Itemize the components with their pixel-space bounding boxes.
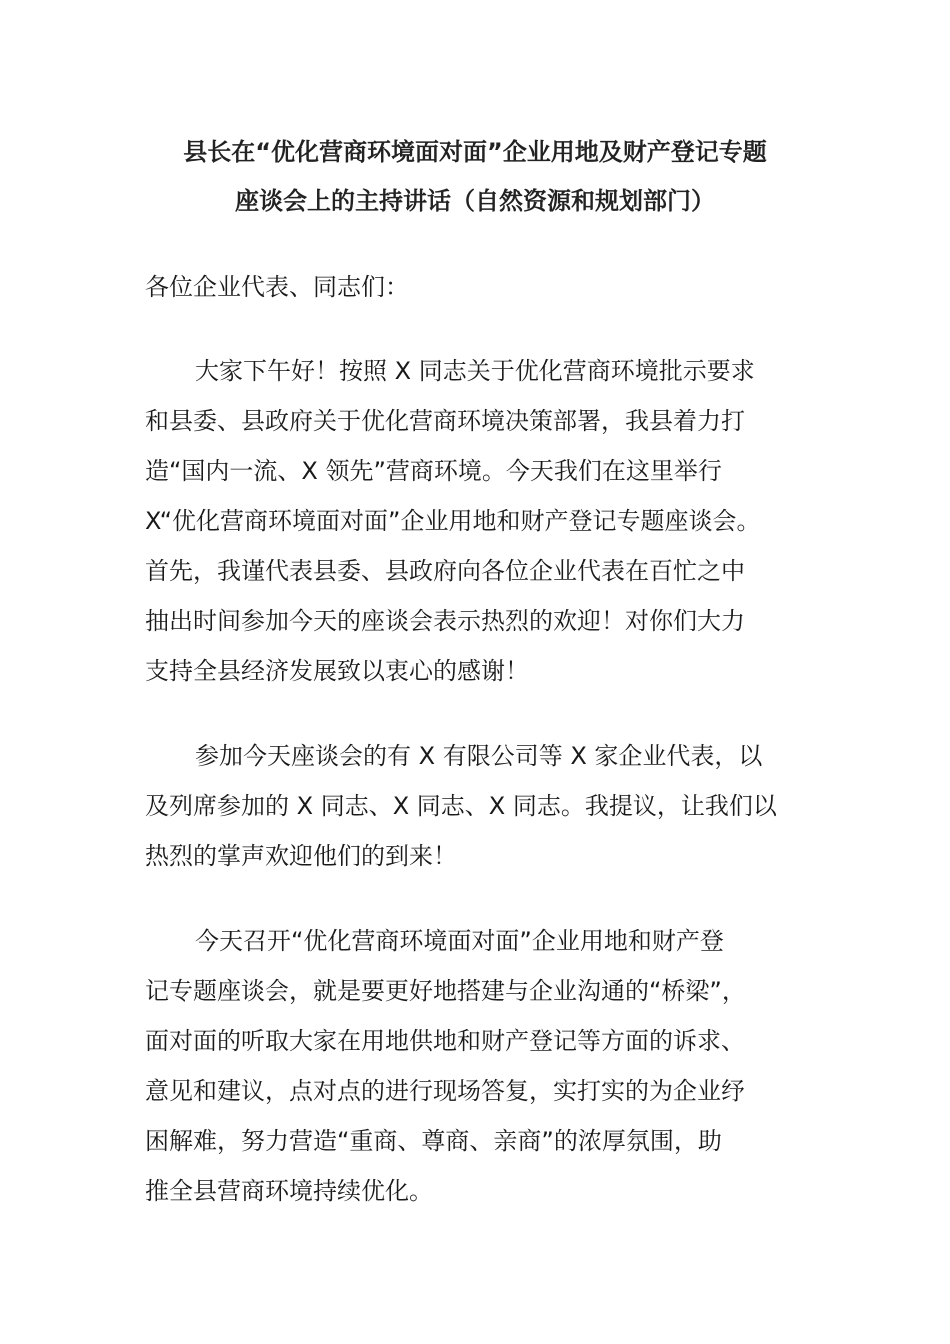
paragraph-line: 首先，我谨代表县委、县政府向各位企业代表在百忙之中 [145, 557, 745, 585]
paragraph-line: 和县委、县政府关于优化营商环境决策部署，我县着力打 [145, 407, 745, 435]
paragraph-line: 热烈的掌声欢迎他们的到来！ [145, 842, 457, 870]
paragraph-line: 困解难，努力营造“重商、尊商、亲商”的浓厚氛围，助 [145, 1127, 722, 1155]
document-title [130, 128, 820, 226]
paragraph-line: 大家下午好！按照 X 同志关于优化营商环境批示要求 [195, 357, 755, 385]
paragraph-line: 及列席参加的 X 同志、X 同志、X 同志。我提议，让我们以 [145, 792, 777, 820]
paragraph-line: 记专题座谈会，就是要更好地搭建与企业沟通的“桥梁”， [145, 977, 746, 1005]
paragraph-3 [145, 916, 815, 1216]
paragraph-2 [145, 731, 815, 881]
salutation: 各位企业代表、同志们： [145, 273, 409, 301]
paragraph-line: 今天召开“优化营商环境面对面”企业用地和财产登 [195, 927, 724, 955]
paragraph-line: 造“国内一流、X 领先”营商环境。今天我们在这里举行 [145, 457, 722, 485]
paragraph-line: X“优化营商环境面对面”企业用地和财产登记专题座谈会。 [145, 507, 761, 535]
paragraph-line: 支持全县经济发展致以衷心的感谢！ [145, 657, 529, 685]
paragraph-line: 推全县营商环境持续优化。 [145, 1177, 433, 1205]
paragraph-1 [145, 346, 815, 696]
paragraph-line: 参加今天座谈会的有 X 有限公司等 X 家企业代表，以 [195, 742, 763, 770]
title-line-1: 县长在“优化营商环境面对面”企业用地及财产登记专题 [183, 138, 767, 166]
paragraph-line: 抽出时间参加今天的座谈会表示热烈的欢迎！对你们大力 [145, 607, 745, 635]
title-line-2: 座谈会上的主持讲话（自然资源和规划部门） [235, 187, 715, 215]
paragraph-line: 面对面的听取大家在用地供地和财产登记等方面的诉求、 [145, 1027, 745, 1055]
paragraph-line: 意见和建议，点对点的进行现场答复，实打实的为企业纾 [145, 1077, 745, 1105]
